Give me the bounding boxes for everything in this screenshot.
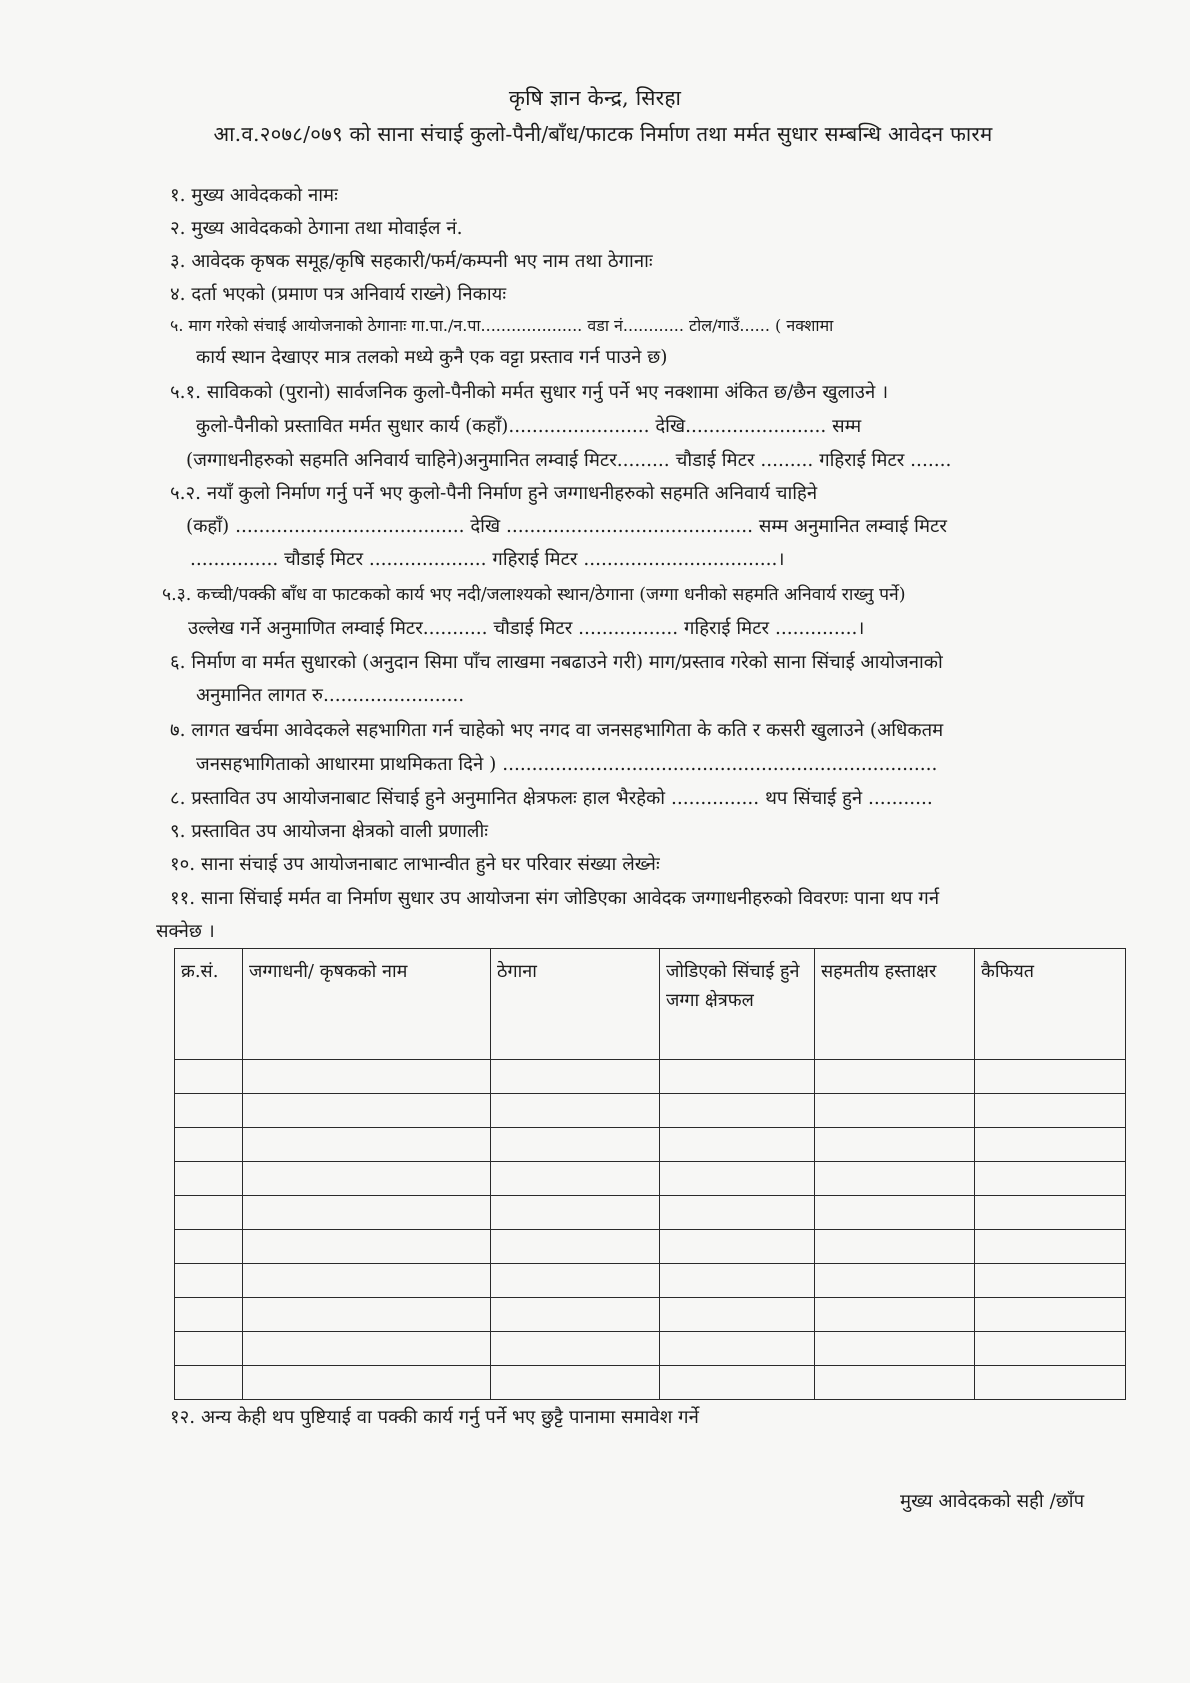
table-row xyxy=(175,1298,1126,1332)
table-cell[interactable] xyxy=(243,1196,491,1230)
item-7-cont: जनसहभागिताको आधारमा प्राथमिकता दिने ) .......................................................................... xyxy=(196,754,938,775)
table-cell[interactable] xyxy=(243,1264,491,1298)
table-cell[interactable] xyxy=(491,1094,660,1128)
item-5-2-location: (कहाँ) ....................................... देखि .......................................... सम्म अनुमानित लम्वाई मिटर xyxy=(186,516,947,537)
table-cell[interactable] xyxy=(815,1128,975,1162)
item-5-1: ५.१. साविकको (पुरानो) सार्वजनिक कुलो-पैनीको मर्मत सुधार गर्नु पर्ने भए नक्शामा अंकित छ/छैन खुलाउने । xyxy=(170,382,889,403)
item-5-1-dimensions: (जग्गाधनीहरुको सहमति अनिवार्य चाहिने)अनुमानित लम्वाई मिटर......... चौडाई मिटर ......... गहिराई मिटर ....... xyxy=(186,450,952,471)
item-12: १२. अन्य केही थप पुष्टियाई वा पक्की कार्य गर्नु पर्ने भए छुट्टै पानामा समावेश गर्ने xyxy=(170,1407,699,1428)
table-cell[interactable] xyxy=(975,1196,1126,1230)
table-cell[interactable] xyxy=(175,1230,243,1264)
form-title: आ.व.२०७८/०७९ को साना संचाई कुलो-पैनी/बाँध/फाटक निर्माण तथा मर्मत सुधार सम्बन्धि आवेदन फारम xyxy=(213,122,993,146)
item-5: ५. माग गरेको संचाई आयोजनाको ठेगानाः गा.पा./न.पा.................... वडा नं............ टोल/गाउँ...... ( नक्शामा xyxy=(170,316,834,335)
table-cell[interactable] xyxy=(491,1366,660,1400)
table-cell[interactable] xyxy=(660,1162,815,1196)
col-serial: क्र.सं. xyxy=(175,949,243,1060)
item-7: ७. लागत खर्चमा आवेदकले सहभागिता गर्न चाहेको भए नगद वा जनसहभागिता के कति र कसरी खुलाउने (अधिकतम xyxy=(170,720,944,741)
org-title: कृषि ज्ञान केन्द्र, सिरहा xyxy=(508,86,682,110)
table-cell[interactable] xyxy=(175,1162,243,1196)
table-cell[interactable] xyxy=(243,1094,491,1128)
item-5-cont: कार्य स्थान देखाएर मात्र तलको मध्ये कुनै एक वट्टा प्रस्ताव गर्न पाउने छ) xyxy=(196,347,668,368)
item-2: २. मुख्य आवेदकको ठेगाना तथा मोवाईल नं. xyxy=(170,218,463,239)
table-row xyxy=(175,1196,1126,1230)
item-8: ८. प्रस्तावित उप आयोजनाबाट सिंचाई हुने अनुमानित क्षेत्रफलः हाल भैरहेको ............... थप सिंचाई हुने ........... xyxy=(170,788,933,809)
item-3: ३. आवेदक कृषक समूह/कृषि सहकारी/फर्म/कम्पनी भए नाम तथा ठेगानाः xyxy=(170,251,653,272)
table-cell[interactable] xyxy=(815,1094,975,1128)
item-1: १. मुख्य आवेदकको नामः xyxy=(170,185,338,206)
table-header-row xyxy=(175,949,1126,1060)
table-cell[interactable] xyxy=(243,1128,491,1162)
table-row xyxy=(175,1264,1126,1298)
table-cell[interactable] xyxy=(491,1196,660,1230)
table-cell[interactable] xyxy=(975,1332,1126,1366)
table-row xyxy=(175,1366,1126,1400)
table-cell[interactable] xyxy=(491,1230,660,1264)
table-cell[interactable] xyxy=(175,1366,243,1400)
table-cell[interactable] xyxy=(491,1332,660,1366)
table-cell[interactable] xyxy=(975,1230,1126,1264)
table-cell[interactable] xyxy=(491,1128,660,1162)
table-row xyxy=(175,1332,1126,1366)
item-11-cont: सक्नेछ । xyxy=(156,921,215,942)
table-cell[interactable] xyxy=(660,1264,815,1298)
table-cell[interactable] xyxy=(491,1162,660,1196)
applicant-signature-label: मुख्य आवेदकको सही /छाँप xyxy=(900,1491,1085,1512)
table-cell[interactable] xyxy=(975,1366,1126,1400)
col-remarks: कैफियत xyxy=(975,949,1126,1060)
table-cell[interactable] xyxy=(815,1196,975,1230)
col-address: ठेगाना xyxy=(491,949,660,1060)
table-cell[interactable] xyxy=(815,1298,975,1332)
table-cell[interactable] xyxy=(175,1060,243,1094)
table-cell[interactable] xyxy=(660,1094,815,1128)
item-11: ११. साना सिंचाई मर्मत वा निर्माण सुधार उप आयोजना संग जोडिएका आवेदक जग्गाधनीहरुको विवरणः पाना थप गर्न xyxy=(170,888,940,909)
table-cell[interactable] xyxy=(660,1060,815,1094)
table-cell[interactable] xyxy=(660,1230,815,1264)
table-cell[interactable] xyxy=(491,1298,660,1332)
table-cell[interactable] xyxy=(243,1230,491,1264)
item-4: ४. दर्ता भएको (प्रमाण पत्र अनिवार्य राख्ने) निकायः xyxy=(170,284,507,305)
item-5-3-dimensions: उल्लेख गर्ने अनुमाणित लम्वाई मिटर........... चौडाई मिटर ................. गहिराई मिटर ..............। xyxy=(188,618,865,639)
table-cell[interactable] xyxy=(243,1332,491,1366)
table-cell[interactable] xyxy=(175,1128,243,1162)
table-cell[interactable] xyxy=(175,1264,243,1298)
col-irrigated-area: जोडिएको सिंचाई हुने जग्गा क्षेत्रफल xyxy=(660,949,815,1060)
table-cell[interactable] xyxy=(175,1298,243,1332)
item-5-2-dimensions: ............... चौडाई मिटर .................... गहिराई मिटर .................................। xyxy=(190,549,785,570)
table-row xyxy=(175,1060,1126,1094)
table-row xyxy=(175,1128,1126,1162)
table-cell[interactable] xyxy=(815,1230,975,1264)
table-cell[interactable] xyxy=(175,1196,243,1230)
item-10: १०. साना संचाई उप आयोजनाबाट लाभान्वीत हुने घर परिवार संख्या लेख्नेः xyxy=(170,854,660,875)
table-cell[interactable] xyxy=(243,1060,491,1094)
table-cell[interactable] xyxy=(243,1298,491,1332)
item-6-cost: अनुमानित लागत रु........................ xyxy=(196,685,465,706)
table-cell[interactable] xyxy=(975,1298,1126,1332)
table-cell[interactable] xyxy=(815,1264,975,1298)
table-cell[interactable] xyxy=(660,1366,815,1400)
table-cell[interactable] xyxy=(975,1162,1126,1196)
table-cell[interactable] xyxy=(660,1196,815,1230)
table-row xyxy=(175,1230,1126,1264)
table-cell[interactable] xyxy=(815,1162,975,1196)
table-cell[interactable] xyxy=(175,1332,243,1366)
table-cell[interactable] xyxy=(491,1264,660,1298)
item-9: ९. प्रस्तावित उप आयोजना क्षेत्रको वाली प्रणालीः xyxy=(170,821,488,842)
item-5-1-location: कुलो-पैनीको प्रस्तावित मर्मत सुधार कार्य (कहाँ)........................ देखि........................ सम्म xyxy=(196,416,862,437)
table-cell[interactable] xyxy=(660,1298,815,1332)
table-cell[interactable] xyxy=(491,1060,660,1094)
table-cell[interactable] xyxy=(815,1366,975,1400)
table-row xyxy=(175,1094,1126,1128)
table-cell[interactable] xyxy=(243,1162,491,1196)
table-cell[interactable] xyxy=(660,1332,815,1366)
item-5-2: ५.२. नयाँ कुलो निर्माण गर्नु पर्ने भए कुलो-पैनी निर्माण हुने जग्गाधनीहरुको सहमति अनिवार्य चाहिने xyxy=(170,483,818,504)
col-owner-name: जग्गाधनी/ कृषकको नाम xyxy=(243,949,491,1060)
table-cell[interactable] xyxy=(975,1128,1126,1162)
table-cell[interactable] xyxy=(660,1128,815,1162)
table-cell[interactable] xyxy=(175,1094,243,1128)
table-cell[interactable] xyxy=(243,1366,491,1400)
item-6: ६. निर्माण वा मर्मत सुधारको (अनुदान सिमा पाँच लाखमा नबढाउने गरी) माग/प्रस्ताव गरेको साना सिंचाई आयोजनाको xyxy=(170,652,943,673)
table-cell[interactable] xyxy=(975,1060,1126,1094)
table-cell[interactable] xyxy=(975,1264,1126,1298)
table-cell[interactable] xyxy=(815,1060,975,1094)
landowner-table xyxy=(174,948,1126,1400)
table-cell[interactable] xyxy=(975,1094,1126,1128)
col-consent-signature: सहमतीय हस्ताक्षर xyxy=(815,949,975,1060)
table-cell[interactable] xyxy=(815,1332,975,1366)
table-row xyxy=(175,1162,1126,1196)
item-5-3: ५.३. कच्ची/पक्की बाँध वा फाटकको कार्य भए नदी/जलाश्यको स्थान/ठेगाना (जग्गा धनीको सहमति अनिवार्य राख्नु पर्ने) xyxy=(162,585,906,605)
